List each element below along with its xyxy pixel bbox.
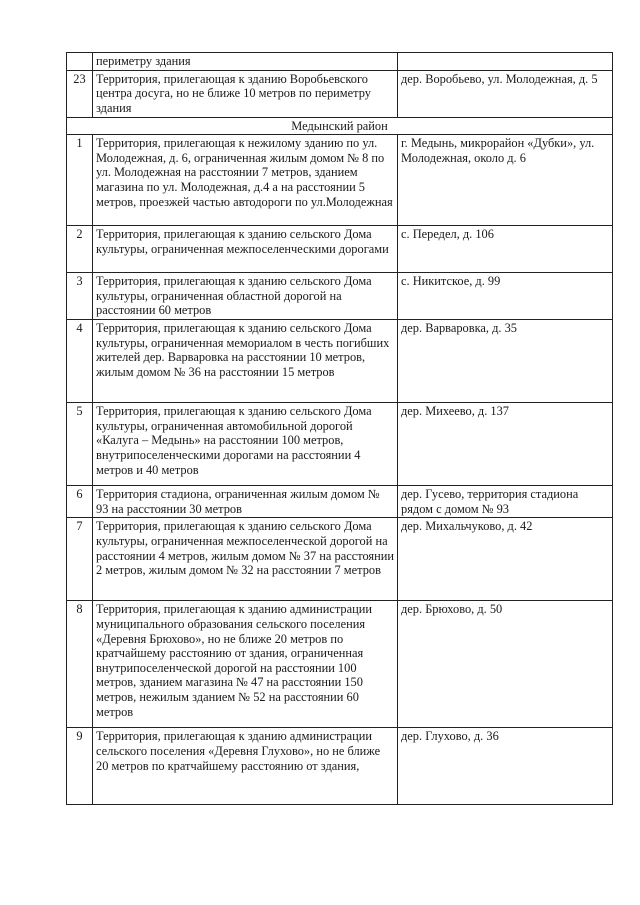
address-cell — [398, 53, 613, 71]
address-cell: дер. Варваровка, д. 35 — [398, 320, 613, 403]
table-row — [67, 273, 613, 320]
address-cell: дер. Брюхово, д. 50 — [398, 601, 613, 728]
row-number: 3 — [67, 273, 93, 320]
row-number: 7 — [67, 518, 93, 601]
table-row — [67, 226, 613, 273]
territory-description: Территория, прилегающая к зданию администрации сельского поселения «Деревня Глухово», но не ближе 20 метров по кратчайшему расстоянию от здания, — [93, 728, 398, 805]
territory-description: Территория, прилегающая к зданию Воробьевского центра досуга, но не ближе 10 метров по периметру здания — [93, 70, 398, 117]
row-number: 5 — [67, 403, 93, 486]
smoke-free-zones-table — [66, 52, 613, 805]
territory-description: Территория стадиона, ограниченная жилым домом № 93 на расстоянии 30 метров — [93, 486, 398, 518]
row-number: 2 — [67, 226, 93, 273]
territory-description: Территория, прилегающая к нежилому зданию по ул. Молодежная, д. 6, ограниченная жилым домом № 8 по ул. Молодежная на расстоянии 7 метров, зданием магазина по ул. Молодежная, д.4 а на расстоянии 5 метров, проезжей частью автодороги по ул.Молодежная — [93, 135, 398, 226]
table-row — [67, 728, 613, 805]
table-body-rows — [67, 135, 613, 805]
section-header-body — [67, 117, 613, 135]
table-row — [67, 320, 613, 403]
table-row — [67, 518, 613, 601]
table-row — [67, 70, 613, 117]
territory-description: Территория, прилегающая к зданию сельского Дома культуры, ограниченная областной дорогой на расстоянии 60 метров — [93, 273, 398, 320]
table-row — [67, 53, 613, 71]
address-cell: дер. Гусево, территория стадиона рядом с домом № 93 — [398, 486, 613, 518]
territory-description: Территория, прилегающая к зданию сельского Дома культуры, ограниченная межпоселенческими дорогами — [93, 226, 398, 273]
section-title: Медынский район — [67, 117, 613, 135]
row-number: 23 — [67, 70, 93, 117]
table-row — [67, 486, 613, 518]
territory-description: периметру здания — [93, 53, 398, 71]
row-number: 9 — [67, 728, 93, 805]
address-cell: г. Медынь, микрорайон «Дубки», ул. Молодежная, около д. 6 — [398, 135, 613, 226]
address-cell: с. Передел, д. 106 — [398, 226, 613, 273]
table-row — [67, 601, 613, 728]
row-number: 6 — [67, 486, 93, 518]
address-cell: дер. Михальчуково, д. 42 — [398, 518, 613, 601]
address-cell: дер. Воробьево, ул. Молодежная, д. 5 — [398, 70, 613, 117]
table-body-top — [67, 53, 613, 118]
row-number: 1 — [67, 135, 93, 226]
address-cell: дер. Глухово, д. 36 — [398, 728, 613, 805]
table-row — [67, 403, 613, 486]
row-number — [67, 53, 93, 71]
territory-description: Территория, прилегающая к зданию сельского Дома культуры, ограниченная мемориалом в честь погибших жителей дер. Варваровка на расстоянии 10 метров, жилым домом № 36 на расстоянии 15 метров — [93, 320, 398, 403]
table-row — [67, 135, 613, 226]
address-cell: дер. Михеево, д. 137 — [398, 403, 613, 486]
section-row — [67, 117, 613, 135]
territory-description: Территория, прилегающая к зданию сельского Дома культуры, ограниченная межпоселенческой дорогой на расстоянии 4 метров, жилым домом № 37 на расстоянии 2 метров, жилым домом № 32 на расстоянии 7 метров — [93, 518, 398, 601]
row-number: 8 — [67, 601, 93, 728]
address-cell: с. Никитское, д. 99 — [398, 273, 613, 320]
territory-description: Территория, прилегающая к зданию сельского Дома культуры, ограниченная автомобильной дорогой «Калуга – Медынь» на расстоянии 100 метров, внутрипоселенческими дорогами на расстоянии 4 метров и 40 метров — [93, 403, 398, 486]
territory-description: Территория, прилегающая к зданию администрации муниципального образования сельского поселения «Деревня Брюхово», но не ближе 20 метров по кратчайшему расстоянию от здания, ограниченная внутрипоселенческой дорогой на расстоянии 100 метров, зданием магазина № 47 на расстоянии 150 метров, нежилым зданием № 52 на расстоянии 60 метров — [93, 601, 398, 728]
row-number: 4 — [67, 320, 93, 403]
